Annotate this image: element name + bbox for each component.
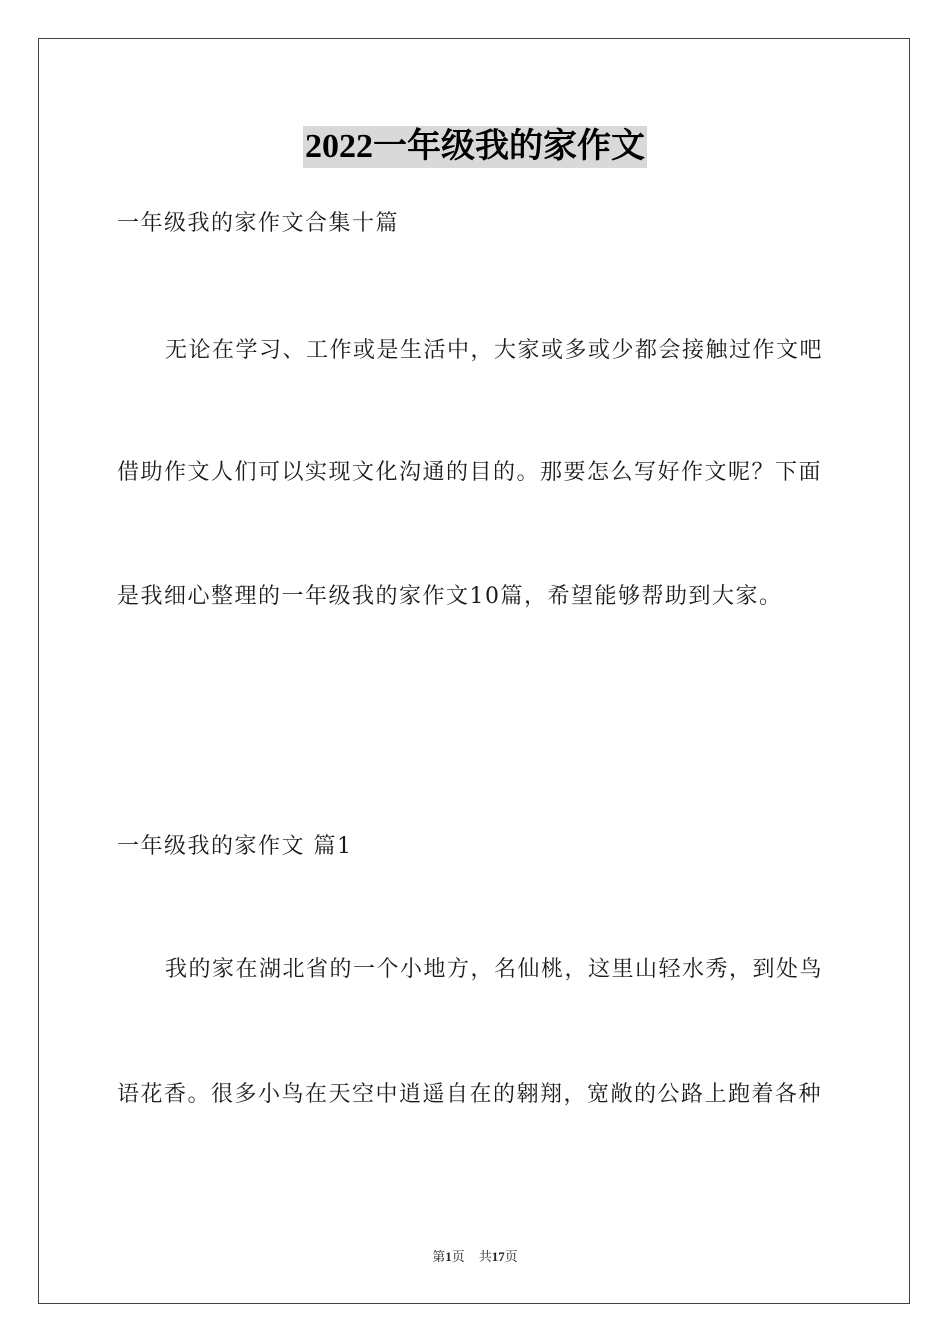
page-footer <box>0 1246 950 1265</box>
intro-paragraph-line-1: 无论在学习、工作或是生活中，大家或多或少都会接触过作文吧 <box>165 338 824 363</box>
section-heading: 一年级我的家作文 篇1 <box>117 834 353 859</box>
footer-total-prefix: 共 <box>478 1249 492 1264</box>
title-container <box>0 126 950 168</box>
intro-paragraph-line-3: 是我细心整理的一年级我的家作文10篇，希望能够帮助到大家。 <box>117 584 783 609</box>
footer-total-number: 17 <box>491 1249 505 1264</box>
footer-page-prefix: 第 <box>432 1249 446 1264</box>
intro-paragraph-line-2: 借助作文人们可以实现文化沟通的目的。那要怎么写好作文呢？下面 <box>117 460 823 485</box>
document-title: 2022一年级我的家作文 <box>303 126 647 168</box>
footer-total-suffix: 页 <box>504 1249 518 1264</box>
footer-page-number: 1 <box>445 1249 452 1264</box>
section-paragraph-line-1: 我的家在湖北省的一个小地方，名仙桃，这里山轻水秀，到处鸟 <box>165 957 824 982</box>
document-subtitle: 一年级我的家作文合集十篇 <box>117 211 400 236</box>
section-paragraph-line-2: 语花香。很多小鸟在天空中逍遥自在的翱翔，宽敞的公路上跑着各种 <box>117 1082 823 1107</box>
footer-page-suffix: 页 <box>451 1249 465 1264</box>
